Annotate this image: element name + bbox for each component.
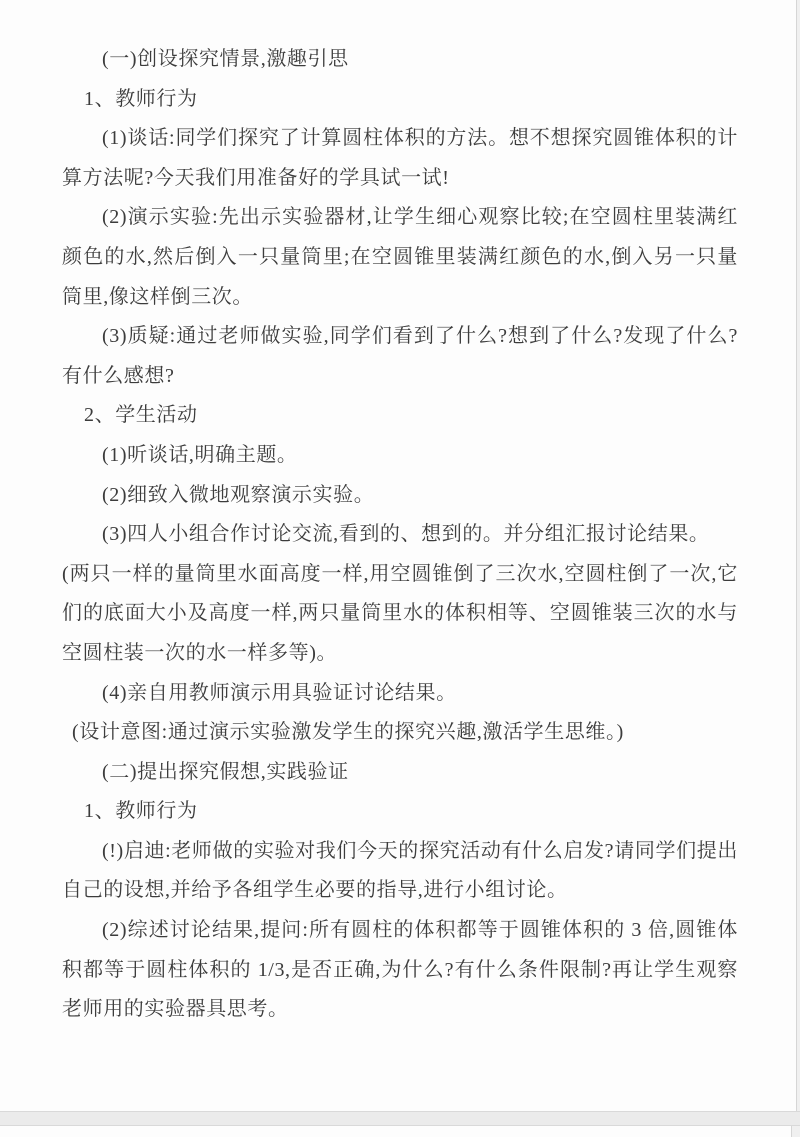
paragraph: (1)谈话:同学们探究了计算圆柱体积的方法。想不想探究圆锥体积的计算方法呢?今天我们用准备好的学具试一试! — [62, 127, 738, 189]
paragraph: (3)质疑:通过老师做实验,同学们看到了什么?想到了什么?发现了什么?有什么感想? — [62, 325, 738, 387]
paragraph: (2)细致入微地观察演示实验。 — [102, 483, 375, 506]
paragraph: (设计意图:通过演示实验激发学生的探究兴趣,激活学生思维。) — [72, 721, 624, 744]
paragraph: (两只一样的量筒里水面高度一样,用空圆锥倒了三次水,空圆柱倒了一次,它们的底面大小及高度一样,两只量筒里水的体积相等、空圆锥装三次的水与空圆柱装一次的水一样多等)。 — [62, 562, 738, 664]
paragraph: 1、教师行为 — [84, 800, 198, 823]
next-page-top-edge — [0, 1126, 792, 1137]
paragraph: (一)创设探究情景,激趣引思 — [102, 48, 349, 70]
paragraph: (3)四人小组合作讨论交流,看到的、想到的。并分组汇报讨论结果。 — [102, 523, 710, 546]
paragraph: (二)提出探究假想,实践验证 — [102, 760, 349, 783]
paragraph: (2)演示实验:先出示实验器材,让学生细心观察比较;在空圆柱里装满红颜色的水,然后倒入一只量筒里;在空圆锥里装满红颜色的水,倒入另一只量筒里,像这样倒三次。 — [62, 206, 738, 308]
paragraph: 1、教师行为 — [84, 87, 198, 110]
paragraph: (!)启迪:老师做的实验对我们今天的探究活动有什么启发?请同学们提出自己的设想,并给予各组学生必要的指导,进行小组讨论。 — [62, 839, 738, 902]
paragraph: (1)听谈话,明确主题。 — [102, 443, 298, 466]
page-break-gap — [0, 1111, 800, 1126]
paragraph: (4)亲自用教师演示用具验证讨论结果。 — [102, 681, 457, 704]
paragraph: (2)综述讨论结果,提问:所有圆柱的体积都等于圆锥体积的 3 倍,圆锥体积都等于圆柱体积的 1/3,是否正确,为什么?有什么条件限制?再让学生观察老师用的实验器具思考。 — [62, 919, 738, 1021]
paragraph: 2、学生活动 — [84, 404, 198, 427]
document-text — [62, 40, 738, 1030]
